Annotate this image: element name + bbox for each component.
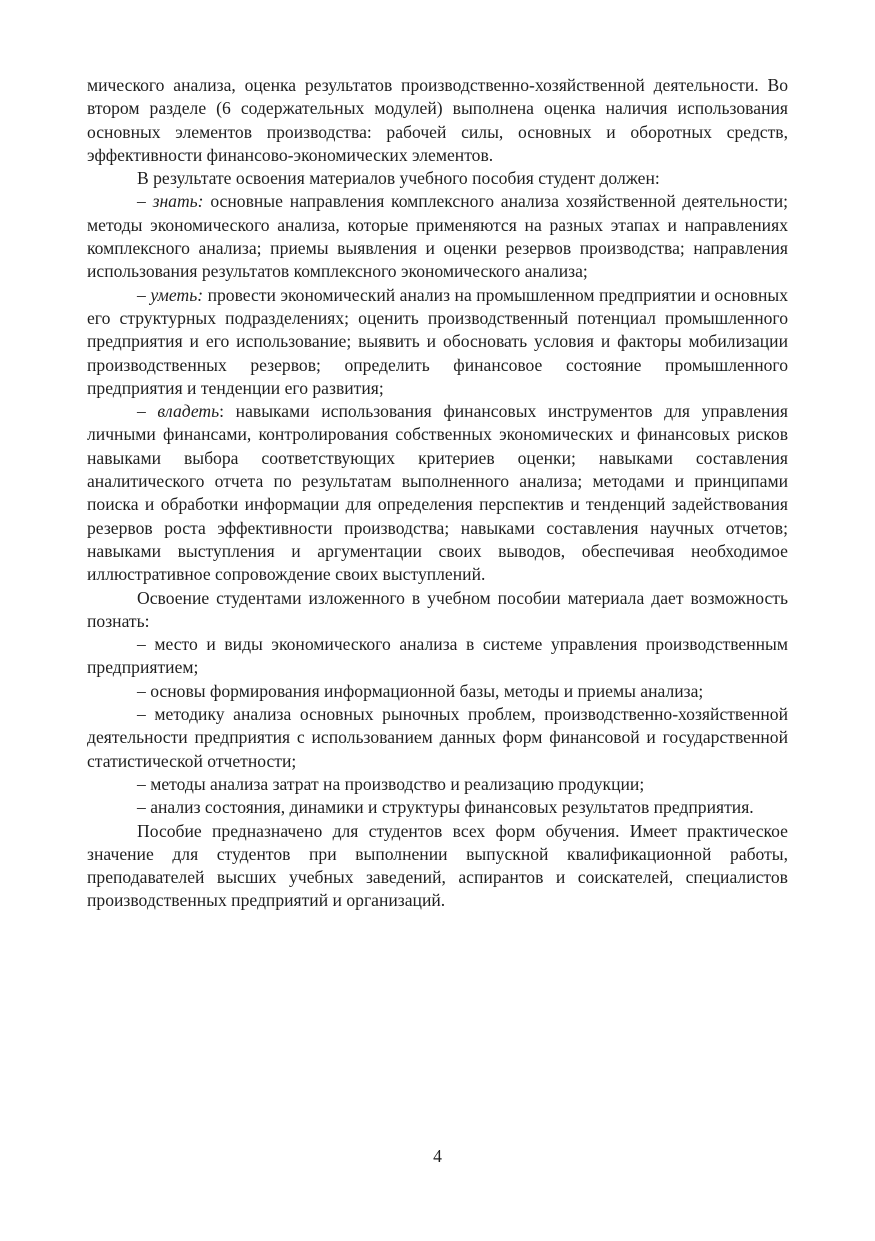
paragraph-audience: Пособие предназначено для студентов всех форм обучения. Имеет практическое значение для студентов при выполнении выпускной квалификационной работы, преподавателей высших учебных заведений, аспирантов и соискателей, специалистов производственных предприятий и организаций. [87,820,788,911]
paragraph-mastering: Освоение студентами изложенного в учебном пособии материала дает возможность познать: [87,587,788,631]
page-number: 4 [433,1146,442,1166]
list-item: – методы анализа затрат на производство и реализацию продукции; [137,773,645,794]
paragraph-intro-continued: мического анализа, оценка результатов производственно-хозяйственной деятельности. Во втором разделе (6 содержательных модулей) выполнена оценка наличия использования основных элементов производства: рабочей силы, основных и оборотных средств, эффективности финансово-экономических элементов. [87,75,788,165]
dash: – [137,191,153,212]
term-own: владеть [157,401,220,422]
dash: – [137,401,158,422]
list-item: – методику анализа основных рыночных проблем, производственно-хозяйственной деятельности предприятия с использованием данных форм финансовой и государственной статистической отчетности; [87,704,788,771]
term-know: знать: [152,191,204,212]
competence-can [87,284,788,400]
list-item: – место и виды экономического анализа в системе управления производственным предприятием; [87,634,788,678]
dash: – [137,284,151,305]
competence-can-text: провести экономический анализ на промышленном предприятии и основных его структурных подразделениях; оценить производственный потенциал промышленного предприятия и его использование; выявить и обосновать условия и факторы мобилизации производственных резервов; определить финансовое состояние промышленного предприятия и тенденции его развития; [87,284,788,398]
paragraph-student-should: В результате освоения материалов учебного пособия студент должен: [137,168,660,189]
competence-know [87,190,788,283]
competence-own-text: : навыками использования финансовых инструментов для управления личными финансами, контролирования собственных экономических и финансовых рисков навыками выбора соответствующих критериев оценки; навыками составления аналитического отчета по результатам выполненного анализа; методами и принципами поиска и обработки информации для определения перспектив и тенденций задействования резервов роста эффективности производства; навыками составления научных отчетов; навыками выступления и аргументации своих выводов, обеспечивая необходимое иллюстративное сопровождение своих выступлений. [87,401,788,585]
list-item: – основы формирования информационной базы, методы и приемы анализа; [137,680,704,701]
document-body [87,74,788,913]
competence-own [87,400,788,586]
term-can: уметь: [150,284,204,305]
competence-know-text: основные направления комплексного анализа хозяйственной деятельности; методы экономического анализа, которые применяются на разных этапах и направлениях комплексного анализа; приемы выявления и оценки резервов производства; направления использования результатов комплексного экономического анализа; [87,191,788,282]
list-item: – анализ состояния, динамики и структуры финансовых результатов предприятия. [137,797,754,818]
